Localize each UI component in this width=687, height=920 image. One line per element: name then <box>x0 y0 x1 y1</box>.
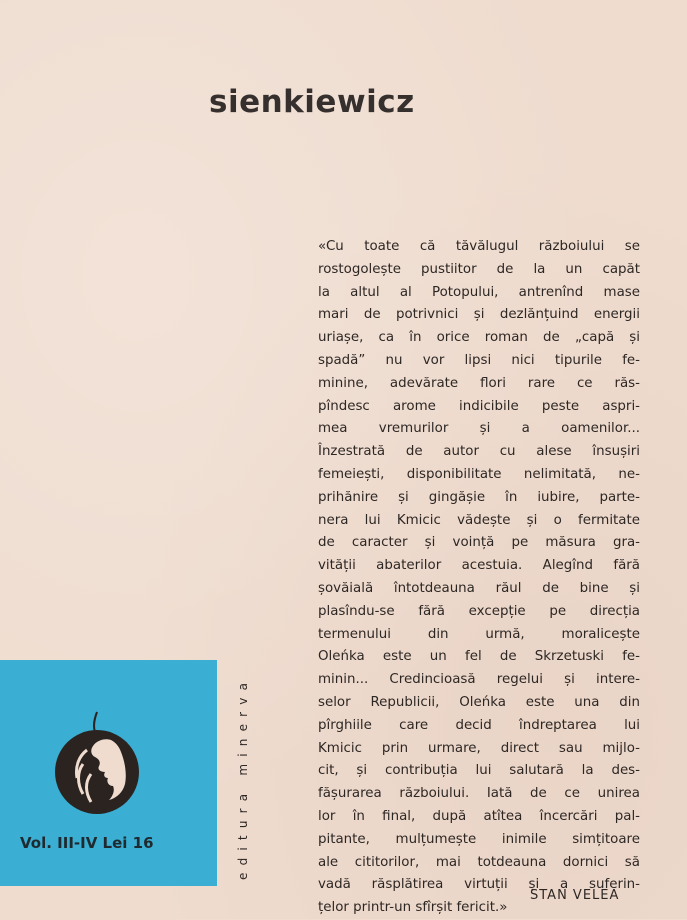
blurb-line: minine, adevărate flori rare ce răs- <box>318 375 640 391</box>
minerva-head-logo-icon <box>53 710 141 818</box>
blurb-line: pitante, mulțumește inimile simțitoare <box>318 831 640 847</box>
blurb-line: «Cu toate că tăvălugul războiului se <box>318 239 640 254</box>
blurb-line: fășurarea războiului. Iată de ce unirea <box>318 786 640 802</box>
blurb-line: spadă” nu vor lipsi nici tipurile fe- <box>318 352 640 368</box>
blurb-line: prihănire și gingășie în iubire, parte- <box>318 489 640 505</box>
blurb-line: uriașe, ca în orice roman de „capă și <box>318 330 640 346</box>
blurb-line: șovăială întotdeauna răul de bine și <box>318 580 640 596</box>
blurb-line: pîrghiile care decid îndreptarea lui <box>318 717 640 733</box>
blurb-line: ale cititorilor, mai totdeauna dornici să <box>318 854 640 870</box>
blurb-line: termenului din urmă, moralicește <box>318 626 640 642</box>
blurb-line: mea vremurilor și a oamenilor... <box>318 421 640 437</box>
blurb-line: nera lui Kmicic vădește și o fermitate <box>318 512 640 528</box>
blurb-line: vadă răsplătirea virtuții și a suferin- <box>318 877 640 893</box>
blurb-line: lor în final, după atîtea încercări pal- <box>318 808 640 824</box>
blurb-line: Kmicic prin urmare, direct sau mijlo- <box>318 740 640 756</box>
blurb-line: Oleńka este un fel de Skrzetuski fe- <box>318 649 640 665</box>
blurb-line: rostogolește pustiitor de la un capăt <box>318 261 640 277</box>
blurb-line: femeiești, disponibilitate nelimitată, ne- <box>318 466 640 482</box>
blurb-line: Înzestrată de autor cu alese însușiri <box>318 444 640 460</box>
author-name: sienkiewicz <box>209 84 415 120</box>
blurb-text <box>318 236 640 920</box>
blurb-line: mari de potrivnici și dezlănțuind energii <box>318 307 640 323</box>
blurb-line: selor Republicii, Oleńka este una din <box>318 694 640 710</box>
blurb-line: de caracter și voință pe măsura gra- <box>318 535 640 551</box>
publisher-name: editura minerva <box>236 675 250 880</box>
blurb-line: cit, și contribuția lui salutară la des- <box>318 763 640 779</box>
blurb-line: vității abaterilor acestuia. Alegînd fără <box>318 558 640 574</box>
blurb-line: la altul al Potopului, antrenînd mase <box>318 284 640 300</box>
blurb-signature: STAN VELEA <box>530 888 620 903</box>
blurb-line: plasîndu-se fără excepție pe direcția <box>318 603 640 619</box>
blurb-line: minin... Credincioasă regelui și intere- <box>318 672 640 688</box>
blurb-line: pîndesc arome indicibile peste aspri- <box>318 398 640 414</box>
blurb-line: țelor printr-un sfîrșit fericit.» <box>318 900 508 916</box>
volume-price-label: Vol. III-IV Lei 16 <box>20 834 154 852</box>
